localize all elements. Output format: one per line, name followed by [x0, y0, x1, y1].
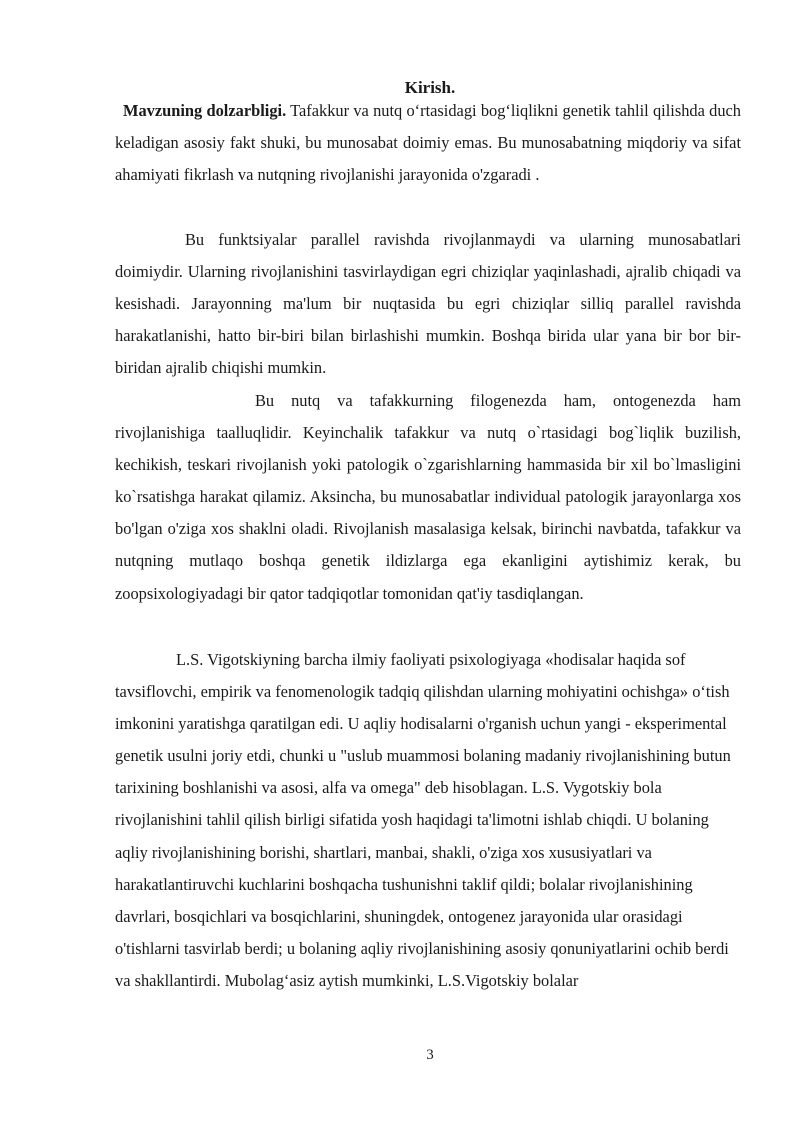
paragraph-lead-bold: Mavzuning dolzarbligi.: [123, 101, 287, 120]
paragraph-phylogenesis: [115, 385, 741, 610]
paragraph-vygotsky: [115, 644, 740, 997]
paragraph-text: Tafakkur va nutq o‘rtasidagi bog‘liqlikni genetik tahlil qilishda duch keladigan asosiy fakt shuki, bu munosabat doimiy emas. Bu munosabatning miqdoriy va sifat ahamiyati fikrlash va nutqning rivojlanishi jarayonida o'zgaradi .: [115, 101, 742, 185]
paragraph-functions: [115, 224, 741, 384]
section-heading: Kirish.: [404, 78, 456, 97]
page-number: 3: [426, 1047, 434, 1063]
paragraph-text: Bu funktsiyalar parallel ravishda rivojlanmaydi va ularning munosabatlari doimiydir. Ularning rivojlanishini tasvirlaydigan egri chiziqlar yaqinlashadi, ajralib chiqadi va kesishadi. Jarayonning ma'lum bir nuqtasida bu egri chiziqlar silliq parallel ravishda harakatlanishi, hatto bir-biri bilan birlashishi mumkin. Boshqa birida ular yana bir bor bir-biridan ajralib chiqishi mumkin.: [115, 230, 741, 378]
paragraph-relevance: [115, 95, 741, 191]
paragraph-text: L.S. Vigotskiyning barcha ilmiy faoliyati psixologiyaga «hodisalar haqida sof tavsiflovchi, empirik va fenomenologik tadqiq qilishdan ularning mohiyatini ochishga» o‘tish imkonini yaratishga qaratilgan edi. U aqliy hodisalarni o'rganish uchun yangi - eksperimental genetik usulni joriy etdi, chunki u "uslub muammosi bolaning madaniy rivojlanishining butun tarixining boshlanishi va asosi, alfa va omega" deb hisoblagan. L.S. Vygotskiy bola rivojlanishini tahlil qilish birligi sifatida yosh haqidagi ta'limotni ishlab chiqdi. U bolaning aqliy rivojlanishining borishi, shartlari, manbai, shakli, o'ziga xos xususiyatlari va harakatlantiruvchi kuchlarini boshqacha tushunishni taklif qildi; bolalar rivojlanishining davrlari, bosqichlari va bosqichlarini, shuningdek, ontogenez jarayonida ular orasidagi o'tishlarni tasvirlab berdi; u bolaning aqliy rivojlanishining asosiy qonuniyatlarini ochib berdi va shakllantirdi. Mubolag‘asiz aytish mumkinki, L.S.Vigotskiy bolalar: [115, 650, 731, 990]
paragraph-text: Bu nutq va tafakkurning filogenezda ham, ontogenezda ham rivojlanishiga taalluqlidir. Keyinchalik tafakkur va nutq o`rtasidagi bog`liqlik buzilish, kechikish, teskari rivojlanish yoki patologik o`zgarishlarning hammasida bir xil bo`lmasligini ko`rsatishga harakat qilamiz. Aksincha, bu munosabatlar individual patologik jarayonlarga xos bo'lgan o'ziga xos shaklni oladi. Rivojlanish masalasiga kelsak, birinchi navbatda, tafakkur va nutqning mutlaqo boshqa genetik ildizlarga ega ekanligini aytishimiz kerak, bu zoopsixologiyadagi bir qator tadqiqotlar tomonidan qat'iy tasdiqlangan.: [115, 391, 741, 603]
